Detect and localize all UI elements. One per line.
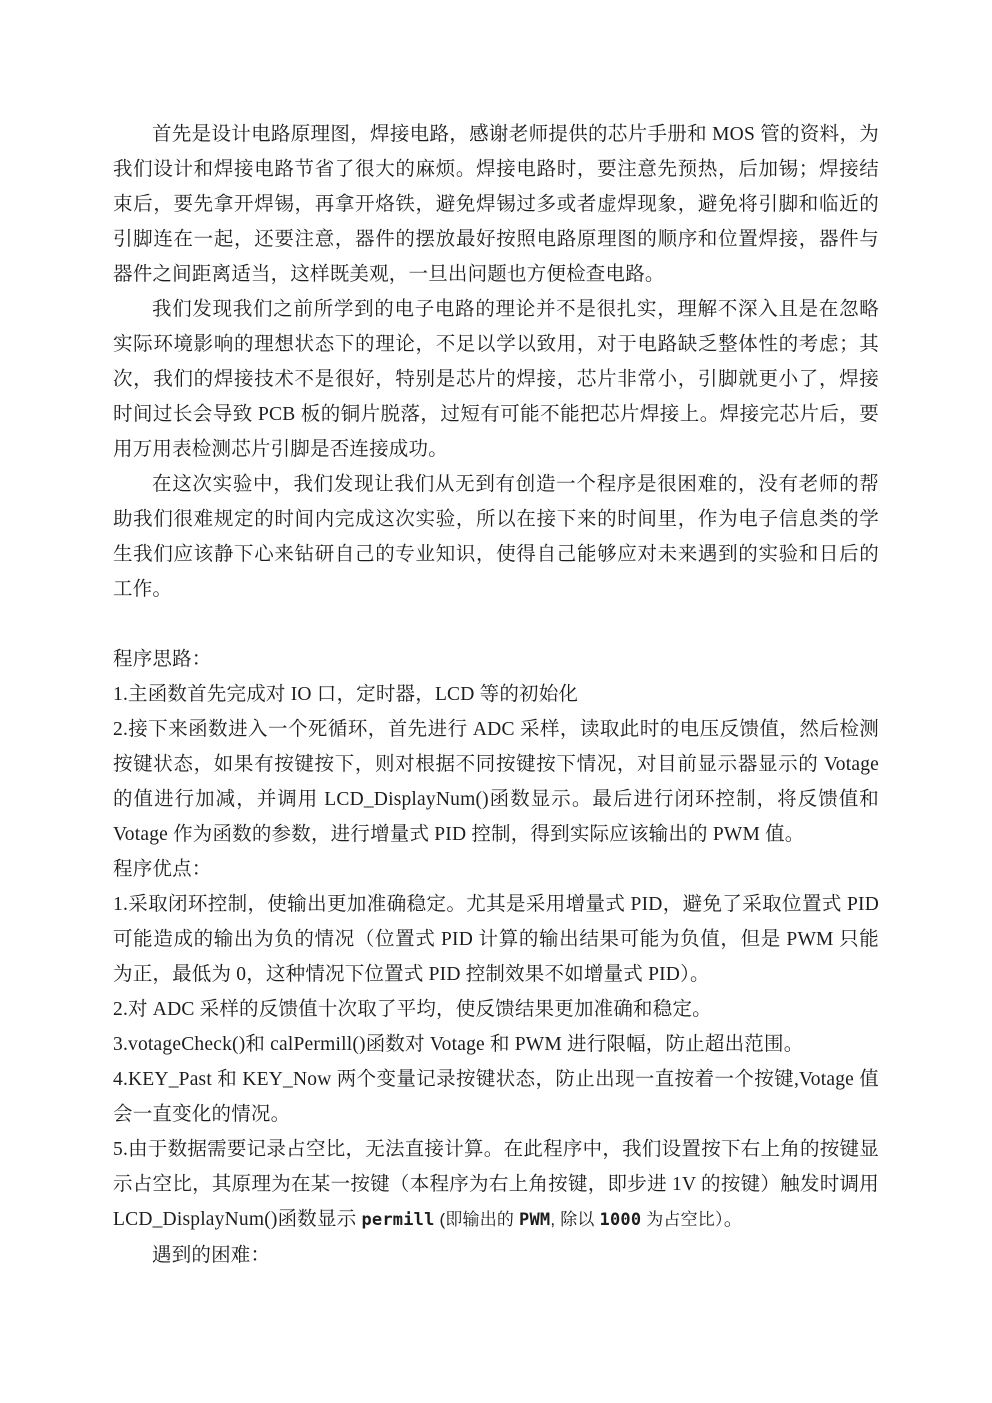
text-run: 程序思路：	[113, 649, 212, 670]
text-run: 在这次实验中，我们发现让我们从无到有创造一个程序是很困难的，没有老师的帮助我们很难规定的时间内完成这次实验，所以在接下来的时间里，作为电子信息类的学生我们应该静下心来钻研自己的专业知识，使得自己能够应对未来遇到的实验和日后的工作。	[113, 474, 879, 600]
li-adv-5	[113, 1132, 879, 1238]
text-run: 5.由于数据需要记录占空比，无法直接计算。在此程序中，我们设置按下右上角的按键显示占空比，其原理为在某一按键（本程序为右上角按键，即步进 1V 的按键）触发时调用 LCD_DisplayNum()函数显示	[113, 1139, 879, 1230]
text-run: 3.votageCheck()和 calPermill()函数对 Votage 和 PWM 进行限幅，防止超出范围。	[113, 1034, 804, 1055]
text-run: PWM	[519, 1210, 551, 1230]
text-run: (即输出的	[434, 1210, 520, 1229]
li-adv-3	[113, 1027, 879, 1062]
text-run: 遇到的困难：	[152, 1245, 271, 1266]
text-run: 4.KEY_Past 和 KEY_Now 两个变量记录按键状态，防止出现一直按着一个按键,Votage 值会一直变化的情况。	[113, 1069, 879, 1125]
text-run: 1000	[599, 1210, 642, 1230]
text-run: 1.主函数首先完成对 IO 口，定时器，LCD 等的初始化	[113, 684, 579, 705]
li-adv-4	[113, 1062, 879, 1132]
p-soldering-intro	[113, 117, 879, 292]
text-run: 程序优点：	[113, 859, 212, 880]
li-idea-1	[113, 677, 879, 712]
text-run: 2.接下来函数进入一个死循环，首先进行 ADC 采样，读取此时的电压反馈值，然后检测按键状态，如果有按键按下，则对根据不同按键按下情况，对目前显示器显示的 Votage 的值进行加减，并调用 LCD_DisplayNum()函数显示。最后进行闭环控制，将反馈值和 Votage 作为函数的参数，进行增量式 PID 控制，得到实际应该输出的 PWM 值。	[113, 719, 879, 845]
li-adv-2	[113, 992, 879, 1027]
text-run: permill	[361, 1210, 435, 1230]
text-run: 为占空比）	[641, 1210, 724, 1229]
text-run: , 除以	[550, 1210, 600, 1229]
li-idea-2	[113, 712, 879, 852]
h-program-advantages	[113, 852, 879, 887]
text-run: 。	[723, 1209, 744, 1230]
p-theory-reflection	[113, 292, 879, 467]
text-run: 2.对 ADC 采样的反馈值十次取了平均，使反馈结果更加准确和稳定。	[113, 999, 712, 1020]
li-adv-1	[113, 887, 879, 992]
text-run: 我们发现我们之前所学到的电子电路的理论并不是很扎实，理解不深入且是在忽略实际环境影响的理想状态下的理论，不足以学以致用，对于电路缺乏整体性的考虑；其次，我们的焊接技术不是很好，特别是芯片的焊接，芯片非常小，引脚就更小了，焊接时间过长会导致 PCB 板的铜片脱落，过短有可能不能把芯片焊接上。焊接完芯片后，要用万用表检测芯片引脚是否连接成功。	[113, 299, 879, 460]
text-run: 1.采取闭环控制，使输出更加准确稳定。尤其是采用增量式 PID，避免了采取位置式 PID 可能造成的输出为负的情况（位置式 PID 计算的输出结果可能为负值，但是 PWM 只能为正，最低为 0，这种情况下位置式 PID 控制效果不如增量式 PID）。	[113, 894, 879, 985]
p-experiment-reflection	[113, 467, 879, 607]
document-body	[113, 117, 879, 1273]
text-run: 首先是设计电路原理图，焊接电路，感谢老师提供的芯片手册和 MOS 管的资料，为我们设计和焊接电路节省了很大的麻烦。焊接电路时，要注意先预热，后加锡；焊接结束后，要先拿开焊锡，再拿开烙铁，避免焊锡过多或者虚焊现象，避免将引脚和临近的引脚连在一起，还要注意，器件的摆放最好按照电路原理图的顺序和位置焊接，器件与器件之间距离适当，这样既美观，一旦出问题也方便检查电路。	[113, 124, 879, 285]
h-program-idea	[113, 642, 879, 677]
p-difficulties-heading	[113, 1238, 879, 1273]
